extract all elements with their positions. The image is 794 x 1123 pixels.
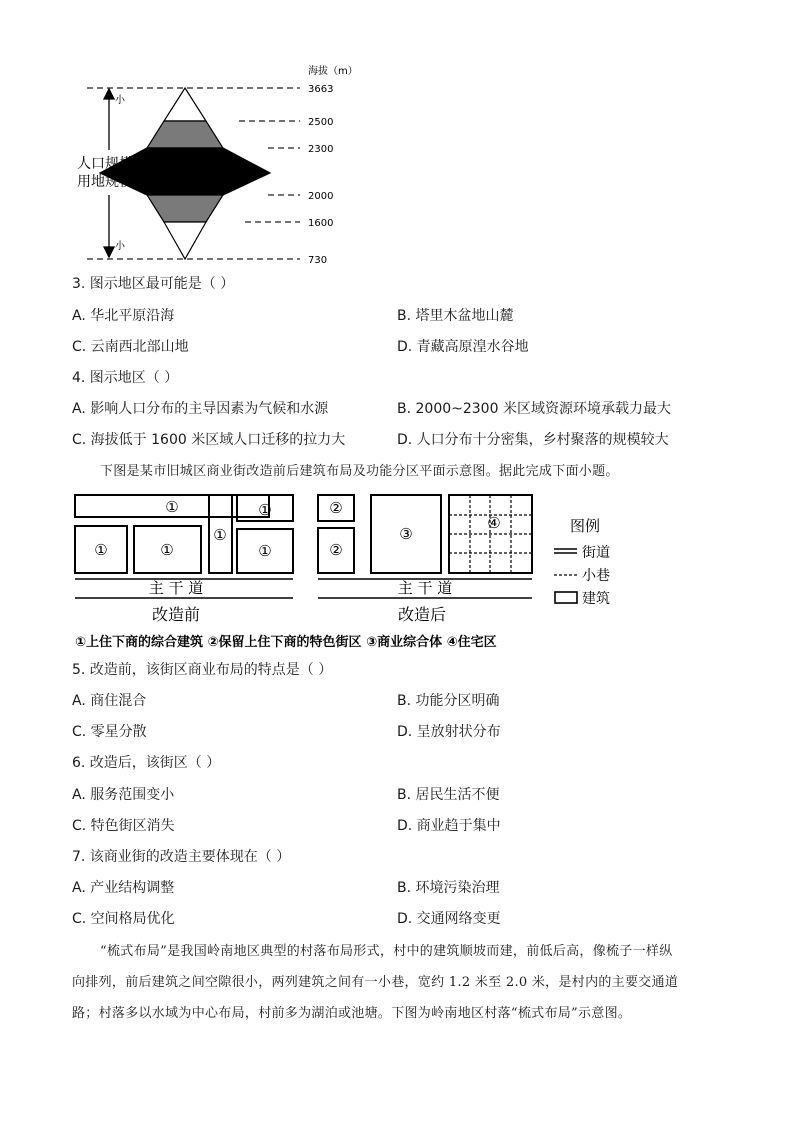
before-label: 改造前 <box>151 605 201 624</box>
question-6-stem: 6. 改造后，该街区（ ） <box>72 755 221 771</box>
intro-comb-layout-line1: “梳式布局”是我国岭南地区典型的村落布局形式，村中的建筑顺坡而建，前低后高，像梳子一样纵 <box>100 944 673 959</box>
intro-comb-layout-line3: 路；村落多以水域为中心布局，村前多为湖泊或池塘。下图为岭南地区村落“梳式布局”示意图。 <box>72 1006 632 1021</box>
residential-grid <box>449 495 532 573</box>
question-7-option-c[interactable]: C. 空间格局优化 <box>72 911 175 927</box>
elevation-1600: 1600 <box>308 218 334 229</box>
question-4-stem: 4. 图示地区（ ） <box>72 370 179 386</box>
road-label-after: 主 干 道 <box>397 579 453 597</box>
marker-1: ① <box>258 542 272 560</box>
question-6-option-c[interactable]: C. 特色街区消失 <box>72 818 175 834</box>
marker-2: ② <box>329 499 343 517</box>
small-top-label: 小 <box>115 95 125 106</box>
band-2300-2500 <box>147 121 223 148</box>
question-3-option-c[interactable]: C. 云南西北部山地 <box>72 339 189 355</box>
marker-1: ① <box>160 541 174 559</box>
legend-title: 图例 <box>569 517 601 535</box>
question-4-option-d[interactable]: D. 人口分布十分密集，乡村聚落的规模较大 <box>397 432 669 448</box>
small-bottom-label: 小 <box>115 241 125 252</box>
question-6-option-d[interactable]: D. 商业趋于集中 <box>397 818 501 834</box>
question-7-option-b[interactable]: B. 环境污染治理 <box>397 880 500 896</box>
legend-street-label: 街道 <box>582 545 610 561</box>
marker-2: ② <box>329 541 343 559</box>
land-scale-label: 用地规模 <box>77 174 133 190</box>
street-renovation-diagram <box>70 488 650 653</box>
question-6-option-a[interactable]: A. 服务范围变小 <box>72 787 175 803</box>
elevation-2500: 2500 <box>308 117 334 128</box>
legend-building-label: 建筑 <box>582 591 610 607</box>
elevation-3663: 3663 <box>308 84 334 95</box>
question-4-option-c[interactable]: C. 海拔低于 1600 米区域人口迁移的拉力大 <box>72 432 346 448</box>
buildings <box>75 495 532 573</box>
band-1600-2000 <box>147 195 223 222</box>
question-3-option-a[interactable]: A. 华北平原沿海 <box>72 308 175 324</box>
zone-markers <box>94 498 500 560</box>
elevation-population-diagram <box>60 55 380 270</box>
question-3-option-d[interactable]: D. 青藏高原湟水谷地 <box>397 339 529 355</box>
elevation-2000: 2000 <box>308 191 334 202</box>
road-label-before: 主 干 道 <box>148 579 204 597</box>
elevation-730: 730 <box>308 255 328 266</box>
elevation-title: 海拔（m） <box>308 66 358 77</box>
question-4-option-a[interactable]: A. 影响人口分布的主导因素为气候和水源 <box>72 401 329 417</box>
intro-commercial-street: 下图是某市旧城区商业街改造前后建筑布局及功能分区平面示意图。据此完成下面小题。 <box>100 464 619 479</box>
question-5-option-b[interactable]: B. 功能分区明确 <box>397 693 500 709</box>
legend-alley-label: 小巷 <box>582 568 610 584</box>
elevation-2300: 2300 <box>308 144 334 155</box>
marker-1: ① <box>213 526 227 544</box>
after-label: 改造后 <box>397 605 447 624</box>
question-7-stem: 7. 该商业街的改造主要体现在（ ） <box>72 849 291 865</box>
question-6-option-b[interactable]: B. 居民生活不便 <box>397 787 500 803</box>
legend-building-box <box>555 592 577 603</box>
question-3-stem: 3. 图示地区最可能是（ ） <box>72 276 235 292</box>
marker-3: ③ <box>399 525 413 543</box>
main-road <box>75 579 532 598</box>
figure2-caption: ①上住下商的综合建筑 ②保留上住下商的特色街区 ③商业综合体 ④住宅区 <box>75 635 497 650</box>
marker-4: ④ <box>487 514 501 532</box>
question-3-option-b[interactable]: B. 塔里木盆地山麓 <box>397 308 514 324</box>
population-scale-label: 人口规模 <box>77 156 133 172</box>
marker-1: ① <box>94 541 108 559</box>
marker-1: ① <box>165 498 179 516</box>
marker-1: ① <box>258 501 272 519</box>
question-7-option-d[interactable]: D. 交通网络变更 <box>397 911 501 927</box>
band-top-white <box>164 88 206 121</box>
intro-comb-layout-line2: 向排列，前后建筑之间空隙很小，两列建筑之间有一小巷，宽约 1.2 米至 2.0 米，是村内的主要交通道 <box>72 975 679 990</box>
question-7-option-a[interactable]: A. 产业结构调整 <box>72 880 175 896</box>
question-5-stem: 5. 改造前，该街区商业布局的特点是（ ） <box>72 662 333 678</box>
question-5-option-a[interactable]: A. 商住混合 <box>72 693 147 709</box>
question-5-option-d[interactable]: D. 呈放射状分布 <box>397 724 501 740</box>
question-5-option-c[interactable]: C. 零星分散 <box>72 724 147 740</box>
question-4-option-b[interactable]: B. 2000~2300 米区域资源环境承载力最大 <box>397 401 671 417</box>
band-bottom-white <box>164 222 206 259</box>
